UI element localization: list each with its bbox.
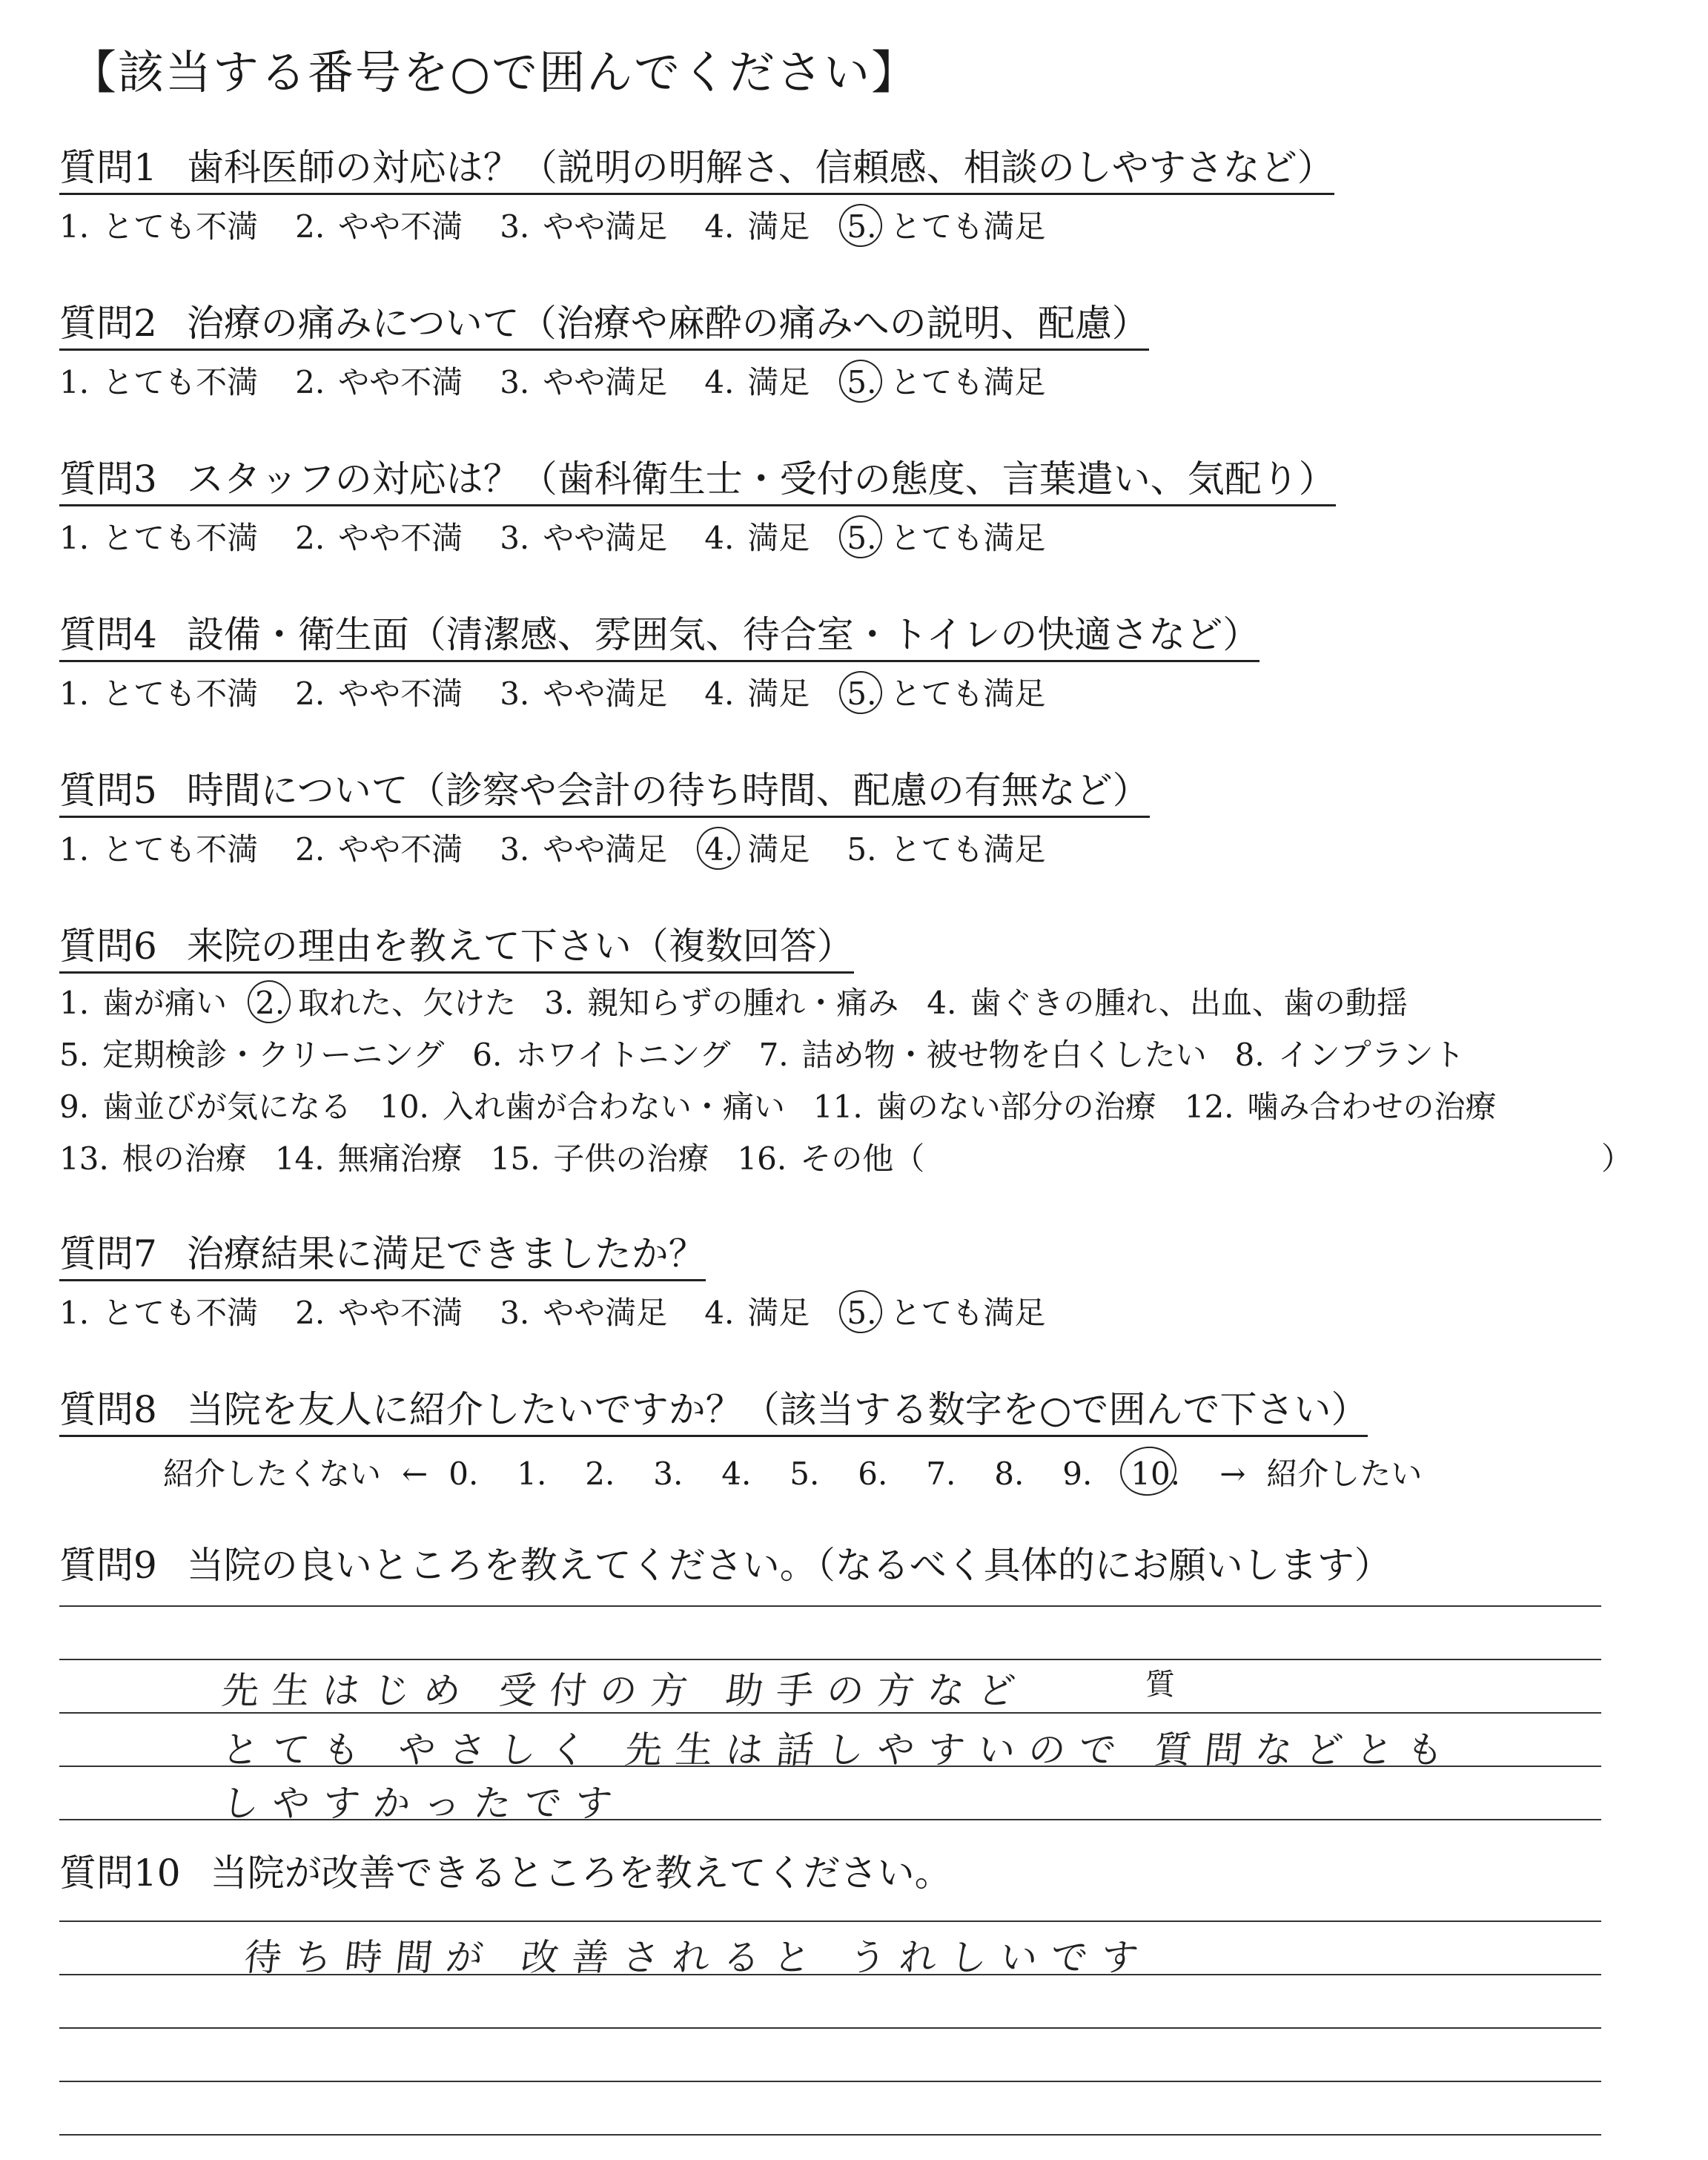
option-label: 無痛治療 [337,1140,463,1177]
option-label: 歯ぐきの腫れ、出血、歯の動揺 [970,985,1408,1021]
rating-option-1[interactable] [59,678,258,710]
reason-option[interactable] [255,985,517,1021]
rating-option-5[interactable] [847,678,1045,710]
option-number: 16. [737,1140,787,1177]
rating-option-4[interactable] [704,208,810,245]
answer-line [59,1659,1601,1660]
question-text: 当院が改善できるところを教えてください。 [210,1852,952,1895]
question-2 [59,300,1149,351]
option-label: とても満足 [890,520,1046,556]
option-label: やや不満 [338,364,463,400]
option-number: 4. [704,676,735,712]
option-number: 5. [847,208,877,245]
other-close-paren: ） [1601,1140,1633,1177]
option-number: 1. [59,1295,90,1331]
option-number: 3. [500,364,530,400]
question-number: 質問9 [59,1544,157,1587]
option-number: 1. [59,985,90,1021]
option-label: とても不満 [102,364,259,400]
question-text: 来院の理由を教えて下さい（複数回答） [186,925,854,968]
option-label: やや不満 [338,1295,463,1331]
option-number: 1. [59,831,90,868]
option-number: 5. [847,1295,877,1331]
option-label: 満足 [747,676,810,712]
answer-line [59,1605,1601,1607]
option-label: インプラント [1277,1037,1465,1073]
option-number: 2. [295,364,325,400]
option-label: やや不満 [338,676,463,712]
answer-line [59,2134,1601,2136]
rating-option-4[interactable] [704,1295,810,1331]
rating-option-2[interactable] [295,831,463,868]
answer-line [59,2081,1601,2082]
option-label: とても不満 [102,831,259,868]
option-label: とても満足 [890,364,1046,400]
question-6 [59,923,854,974]
option-number: 6. [472,1037,503,1073]
rating-option-4[interactable] [704,678,810,710]
option-number: 2. [295,520,325,556]
reason-option[interactable] [758,1037,1207,1073]
option-number: 5. [847,364,877,400]
question-text: 治療結果に満足できましたか？ [186,1232,706,1275]
option-number: 5. [847,831,877,868]
option-label: とても満足 [890,208,1046,245]
rating-option-3[interactable] [500,364,668,400]
option-label: 詰め物・被せ物を白くしたい [801,1037,1207,1073]
option-label: 満足 [747,208,810,245]
option-label: 子供の治療 [553,1140,709,1177]
option-label: やや満足 [543,208,668,245]
scale-option-8[interactable]: 8. [994,1456,1025,1492]
answer-line [59,1920,1601,1922]
option-number: 4. [927,985,957,1021]
recommend-scale [163,1450,1422,1494]
option-label: やや不満 [338,208,463,245]
option-label: やや満足 [543,676,668,712]
scale-option-4[interactable]: 4. [721,1456,752,1492]
reason-option[interactable] [59,1091,351,1123]
question-4 [59,612,1260,662]
rating-option-4[interactable] [704,831,810,868]
rating-option-5[interactable] [847,1295,1046,1331]
rating-option-1[interactable] [59,1295,259,1331]
rating-option-1[interactable] [59,208,259,245]
question-text: 当院を友人に紹介したいですか？（該当する数字を○で囲んで下さい） [186,1388,1368,1431]
option-label: 噛み合わせの治療 [1247,1089,1497,1125]
question-text: 歯科医師の対応は？（説明の明解さ、信頼感、相談のしやすさなど） [186,146,1334,189]
rating-option-2[interactable] [295,208,463,245]
option-label: その他（ [800,1140,925,1177]
option-number: 1. [59,364,90,400]
option-label: とても満足 [890,831,1046,868]
reason-option[interactable] [472,1037,731,1073]
option-number: 2. [255,985,285,1021]
left-arrow-icon: ← [402,1456,428,1492]
question-number: 質問10 [59,1852,181,1895]
question-text: 治療の痛みについて（治療や麻酔の痛みへの説明、配慮） [186,302,1149,345]
question-number: 質問8 [59,1388,157,1431]
rating-option-4[interactable] [704,364,810,400]
handwritten-correction: 質 [1145,1668,1175,1702]
form-title: 【該当する番号を○で囲んでください】 [70,45,919,99]
scale-numbers [448,1456,1199,1492]
option-number: 1. [59,676,90,712]
option-label: とても不満 [102,520,259,556]
options-q3 [59,520,1082,556]
question-5 [59,767,1150,818]
question-number: 質問1 [59,146,157,189]
option-label: やや不満 [338,831,463,868]
question-8 [59,1387,1368,1437]
handwritten-answer: 待ち時間が 改善されると うれしいです [242,1936,1154,1979]
question-number: 質問4 [59,613,157,656]
reason-option[interactable] [380,1091,785,1123]
option-number: 2. [295,1295,325,1331]
reason-option[interactable] [274,1140,463,1177]
option-number: 4. [704,1295,735,1331]
reason-option[interactable] [1234,1037,1465,1073]
rating-option-3[interactable] [500,831,668,868]
right-arrow-icon: → [1219,1456,1246,1492]
option-number: 5. [847,520,877,556]
rating-option-2[interactable] [295,520,463,556]
option-number: 3. [500,520,530,556]
option-number: 2. [295,208,325,245]
option-label: ホワイトニング [515,1037,731,1073]
rating-option-4[interactable] [704,520,810,556]
option-number: 13. [59,1140,109,1177]
question-number: 質問7 [59,1232,157,1275]
answer-line [59,2027,1601,2029]
option-label: とても満足 [890,1295,1046,1331]
question-3 [59,456,1336,506]
rating-option-5[interactable] [847,520,1046,556]
scale-option-3[interactable]: 3. [653,1456,683,1492]
option-number: 5. [847,676,877,712]
rating-option-1[interactable] [59,520,259,556]
scale-option-0[interactable]: 0. [448,1456,479,1492]
rating-option-3[interactable] [500,208,668,245]
reason-option[interactable] [544,985,899,1021]
question-text: スタッフの対応は？（歯科衛生士・受付の態度、言葉遣い、気配り） [186,458,1336,501]
option-number: 3. [500,1295,530,1331]
option-number: 2. [295,831,325,868]
option-label: とても満足 [890,676,1046,712]
option-number: 11. [812,1089,863,1125]
question-number: 質問3 [59,458,157,501]
handwritten-answer: 先生はじめ 受付の方 助手の方など [219,1669,1031,1712]
option-label: やや不満 [338,520,463,556]
rating-option-1[interactable] [59,831,259,868]
rating-option-1[interactable] [59,364,259,400]
rating-option-5[interactable] [847,364,1046,400]
question-10 [59,1850,952,1898]
option-label: やや満足 [543,1295,668,1331]
rating-option-2[interactable] [295,678,463,710]
question-9 [59,1542,1391,1591]
option-label: やや満足 [543,364,668,400]
scale-option-9[interactable]: 9. [1062,1456,1093,1492]
option-label: とても不満 [102,208,259,245]
options-q4 [59,678,1082,710]
question-text: 時間について（診察や会計の待ち時間、配慮の有無など） [186,769,1150,812]
option-number: 5. [59,1037,90,1073]
reason-option[interactable] [737,1140,925,1177]
option-label: やや満足 [543,831,668,868]
reason-row [59,985,1436,1021]
options-q2 [59,364,1082,400]
scale-option-7[interactable]: 7. [926,1456,956,1492]
option-number: 9. [59,1089,90,1125]
reason-option[interactable] [490,1140,709,1177]
question-1 [59,145,1334,195]
rating-option-3[interactable] [500,520,668,556]
option-number: 3. [500,208,530,245]
option-number: 14. [274,1140,325,1177]
option-label: 満足 [747,1295,810,1331]
options-q7 [59,1295,1082,1331]
option-label: 満足 [747,520,810,556]
reason-option[interactable] [59,1037,445,1073]
rating-option-5[interactable] [847,831,1046,868]
handwritten-answer: とても やさしく 先生は話しやすいので 質問などとも [219,1728,1460,1771]
reason-row [59,1140,1633,1177]
option-label: 定期検診・クリーニング [102,1037,445,1073]
scale-right-label: 紹介したい [1266,1456,1423,1492]
option-number: 3. [500,676,530,712]
option-number: 4. [704,208,735,245]
option-number: 12. [1184,1089,1234,1125]
option-number: 1. [59,520,90,556]
question-number: 質問2 [59,302,157,345]
option-number: 10. [380,1089,429,1125]
reason-option[interactable] [59,1140,247,1177]
option-label: やや満足 [543,520,668,556]
scale-option-10[interactable]: 10. [1131,1456,1199,1492]
option-label: 満足 [747,364,810,400]
reason-row [59,1091,1525,1123]
reason-row [59,1037,1493,1073]
scale-left-label: 紹介したくない [163,1456,382,1492]
reason-option[interactable] [927,985,1408,1021]
reason-option[interactable] [59,985,228,1021]
option-label: 満足 [747,831,810,868]
question-7 [59,1231,706,1281]
question-text: 当院の良いところを教えてください。（なるべく具体的にお願いします） [186,1544,1391,1587]
option-label: 入れ歯が合わない・痛い [442,1089,785,1125]
option-number: 4. [704,520,735,556]
option-label: とても不満 [102,1295,259,1331]
option-label: 取れた、欠けた [298,985,517,1021]
option-label: 親知らずの腫れ・痛み [587,985,899,1021]
rating-option-5[interactable] [847,208,1046,245]
scale-option-6[interactable]: 6. [858,1456,888,1492]
option-number: 2. [295,676,325,712]
option-label: 根の治療 [122,1140,247,1177]
rating-option-3[interactable] [500,678,667,710]
scale-option-5[interactable]: 5. [790,1456,820,1492]
option-number: 1. [59,208,90,245]
handwritten-answer: しやすかったです [219,1782,628,1825]
options-q5 [59,831,1082,868]
option-number: 7. [758,1037,789,1073]
options-q1 [59,208,1082,245]
option-number: 8. [1234,1037,1265,1073]
rating-option-3[interactable] [500,1295,668,1331]
option-label: 歯並びが気になる [102,1089,352,1125]
option-number: 4. [704,364,735,400]
option-label: 歯が痛い [102,985,228,1021]
rating-option-2[interactable] [295,1295,463,1331]
option-number: 3. [500,831,530,868]
reason-option[interactable] [1185,1091,1497,1123]
question-text: 設備・衛生面（清潔感、雰囲気、待合室・トイレの快適さなど） [186,613,1260,656]
option-label: 歯のない部分の治療 [875,1089,1156,1125]
scale-option-2[interactable]: 2. [585,1456,615,1492]
option-number: 4. [704,831,735,868]
rating-option-2[interactable] [295,364,463,400]
option-label: とても不満 [102,676,259,712]
option-number: 3. [544,985,575,1021]
question-number: 質問5 [59,769,157,812]
question-number: 質問6 [59,925,157,968]
scale-option-1[interactable]: 1. [517,1456,547,1492]
reason-option[interactable] [813,1091,1156,1123]
option-number: 15. [490,1140,540,1177]
